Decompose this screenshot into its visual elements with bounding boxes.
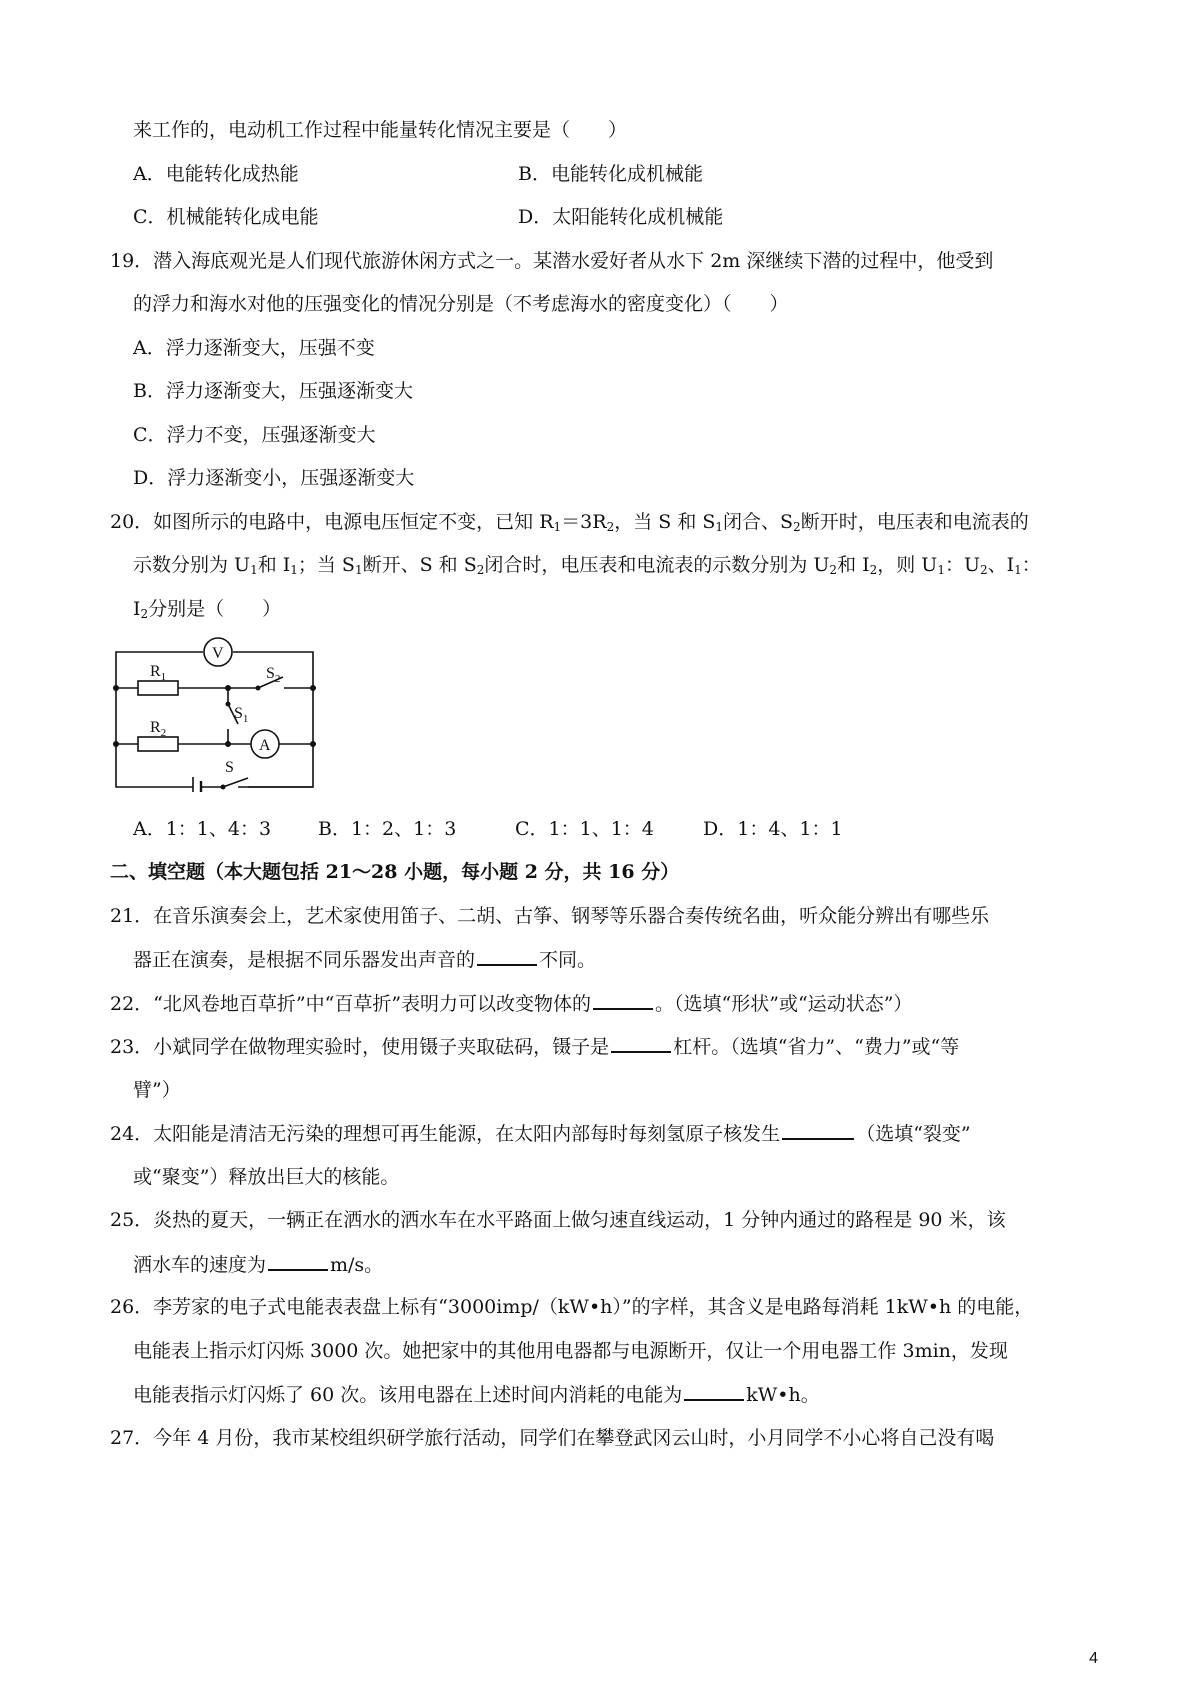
- q18-option-c: C．机械能转化成电能: [133, 206, 319, 228]
- q26-stem-1: 26．李芳家的电子式电能表表盘上标有“3000imp/（kW•h）”的字样，其含义是电路每消耗 1kW•h 的电能，: [110, 1296, 1034, 1318]
- q25-blank: [268, 1251, 328, 1271]
- page-number: 4: [1089, 1650, 1098, 1667]
- q18-option-a: A．电能转化成热能: [133, 163, 299, 185]
- q18-option-b: B．电能转化成机械能: [518, 163, 703, 185]
- q20-option-b: B．1：2、1：3: [318, 818, 457, 840]
- q19-option-b: B．浮力逐渐变大，压强逐渐变大: [133, 380, 413, 402]
- q19-stem-2: 的浮力和海水对他的压强变化的情况分别是（不考虑海水的密度变化）（ ）: [133, 293, 789, 315]
- s2-label: $S_2$: [266, 665, 281, 685]
- q20-stem-2: 示数分别为 $U_1$和 $I_1$；当 $S_1$断开、S 和 $S_2$闭合时，电压表和电流表的示数分别为 $U_2$和 $I_2$，则 $U_1$：$U_2$、$I_1$：: [133, 554, 1041, 577]
- q22-blank: [593, 990, 653, 1010]
- q21-stem-1: 21．在音乐演奏会上，艺术家使用笛子、二胡、古筝、钢琴等乐器合奏传统名曲，听众能分辨出有哪些乐: [110, 905, 990, 927]
- r1-label: $R_1$: [150, 663, 167, 683]
- section-fill-blank-title: 二、填空题（本大题包括 21～28 小题，每小题 2 分，共 16 分）: [110, 861, 680, 883]
- q20-option-a: A．1：1、4：3: [133, 818, 272, 840]
- q20-option-c: C．1：1、1：4: [515, 818, 654, 840]
- q24-stem-1: 24．太阳能是清洁无污染的理想可再生能源，在太阳内部每时每刻氢原子核发生 （选填“裂变”: [110, 1120, 971, 1147]
- q23-stem-2: 臂”）: [133, 1079, 181, 1101]
- switch-s: [223, 778, 248, 787]
- r2-label: $R_2$: [150, 719, 167, 739]
- q25-stem-1: 25．炎热的夏天，一辆正在洒水的洒水车在水平路面上做匀速直线运动，1 分钟内通过的路程是 90 米，该: [110, 1209, 1006, 1231]
- q24-blank: [782, 1120, 854, 1140]
- q26-stem-3: 电能表指示灯闪烁了 60 次。该用电器在上述时间内消耗的电能为 kW•h。: [133, 1381, 820, 1408]
- s1-label: $S_1$: [234, 705, 249, 725]
- q27-stem-1: 27．今年 4 月份，我市某校组织研学旅行活动，同学们在攀登武冈云山时，小月同学不小心将自己没有喝: [110, 1427, 995, 1449]
- q19-option-d: D．浮力逐渐变小，压强逐渐变大: [133, 467, 415, 489]
- q26-blank: [684, 1381, 744, 1401]
- circuit-figure: [108, 632, 323, 792]
- s-label: S: [225, 759, 234, 776]
- q20-stem-1: 20．如图所示的电路中，电源电压恒定不变，已知 $R_1=3R_2$，当 S 和 $S_1$闭合、$S_2$断开时，电压表和电流表的: [110, 511, 1029, 534]
- q25-stem-2: 洒水车的速度为 m/s。: [133, 1251, 383, 1278]
- resistor-r2: [138, 737, 178, 751]
- q19-option-a: A．浮力逐渐变大，压强不变: [133, 337, 375, 359]
- q26-stem-2: 电能表上指示灯闪烁 3000 次。她把家中的其他用电器都与电源断开，仅让一个用电器工作 3min，发现: [133, 1340, 1008, 1362]
- resistor-r1: [138, 681, 178, 695]
- q18-stem: 来工作的，电动机工作过程中能量转化情况主要是（ ）: [133, 119, 628, 141]
- q24-stem-2: 或“聚变”）释放出巨大的核能。: [133, 1166, 400, 1188]
- q18-option-d: D．太阳能转化成机械能: [518, 206, 724, 228]
- q21-blank: [477, 946, 537, 966]
- q23-blank: [611, 1033, 671, 1053]
- ammeter-label: A: [259, 737, 271, 754]
- q23-stem-1: 23．小斌同学在做物理实验时，使用镊子夹取砝码，镊子是 杠杆。（选填“省力”、“费力”或“等: [110, 1033, 959, 1060]
- q19-option-c: C．浮力不变，压强逐渐变大: [133, 424, 376, 446]
- q20-stem-3: $I_2$分别是（ ）: [133, 598, 282, 621]
- q20-option-d: D．1：4、1：1: [703, 818, 843, 840]
- q19-stem-1: 19．潜入海底观光是人们现代旅游休闲方式之一。某潜水爱好者从水下 2m 深继续下潜的过程中，他受到: [110, 250, 994, 272]
- q21-stem-2: 器正在演奏，是根据不同乐器发出声音的 不同。: [133, 946, 596, 973]
- q22-stem: 22．“北风卷地百草折”中“百草折”表明力可以改变物体的 。（选填“形状”或“运动状态”）: [110, 990, 912, 1017]
- voltmeter-label: V: [212, 645, 224, 662]
